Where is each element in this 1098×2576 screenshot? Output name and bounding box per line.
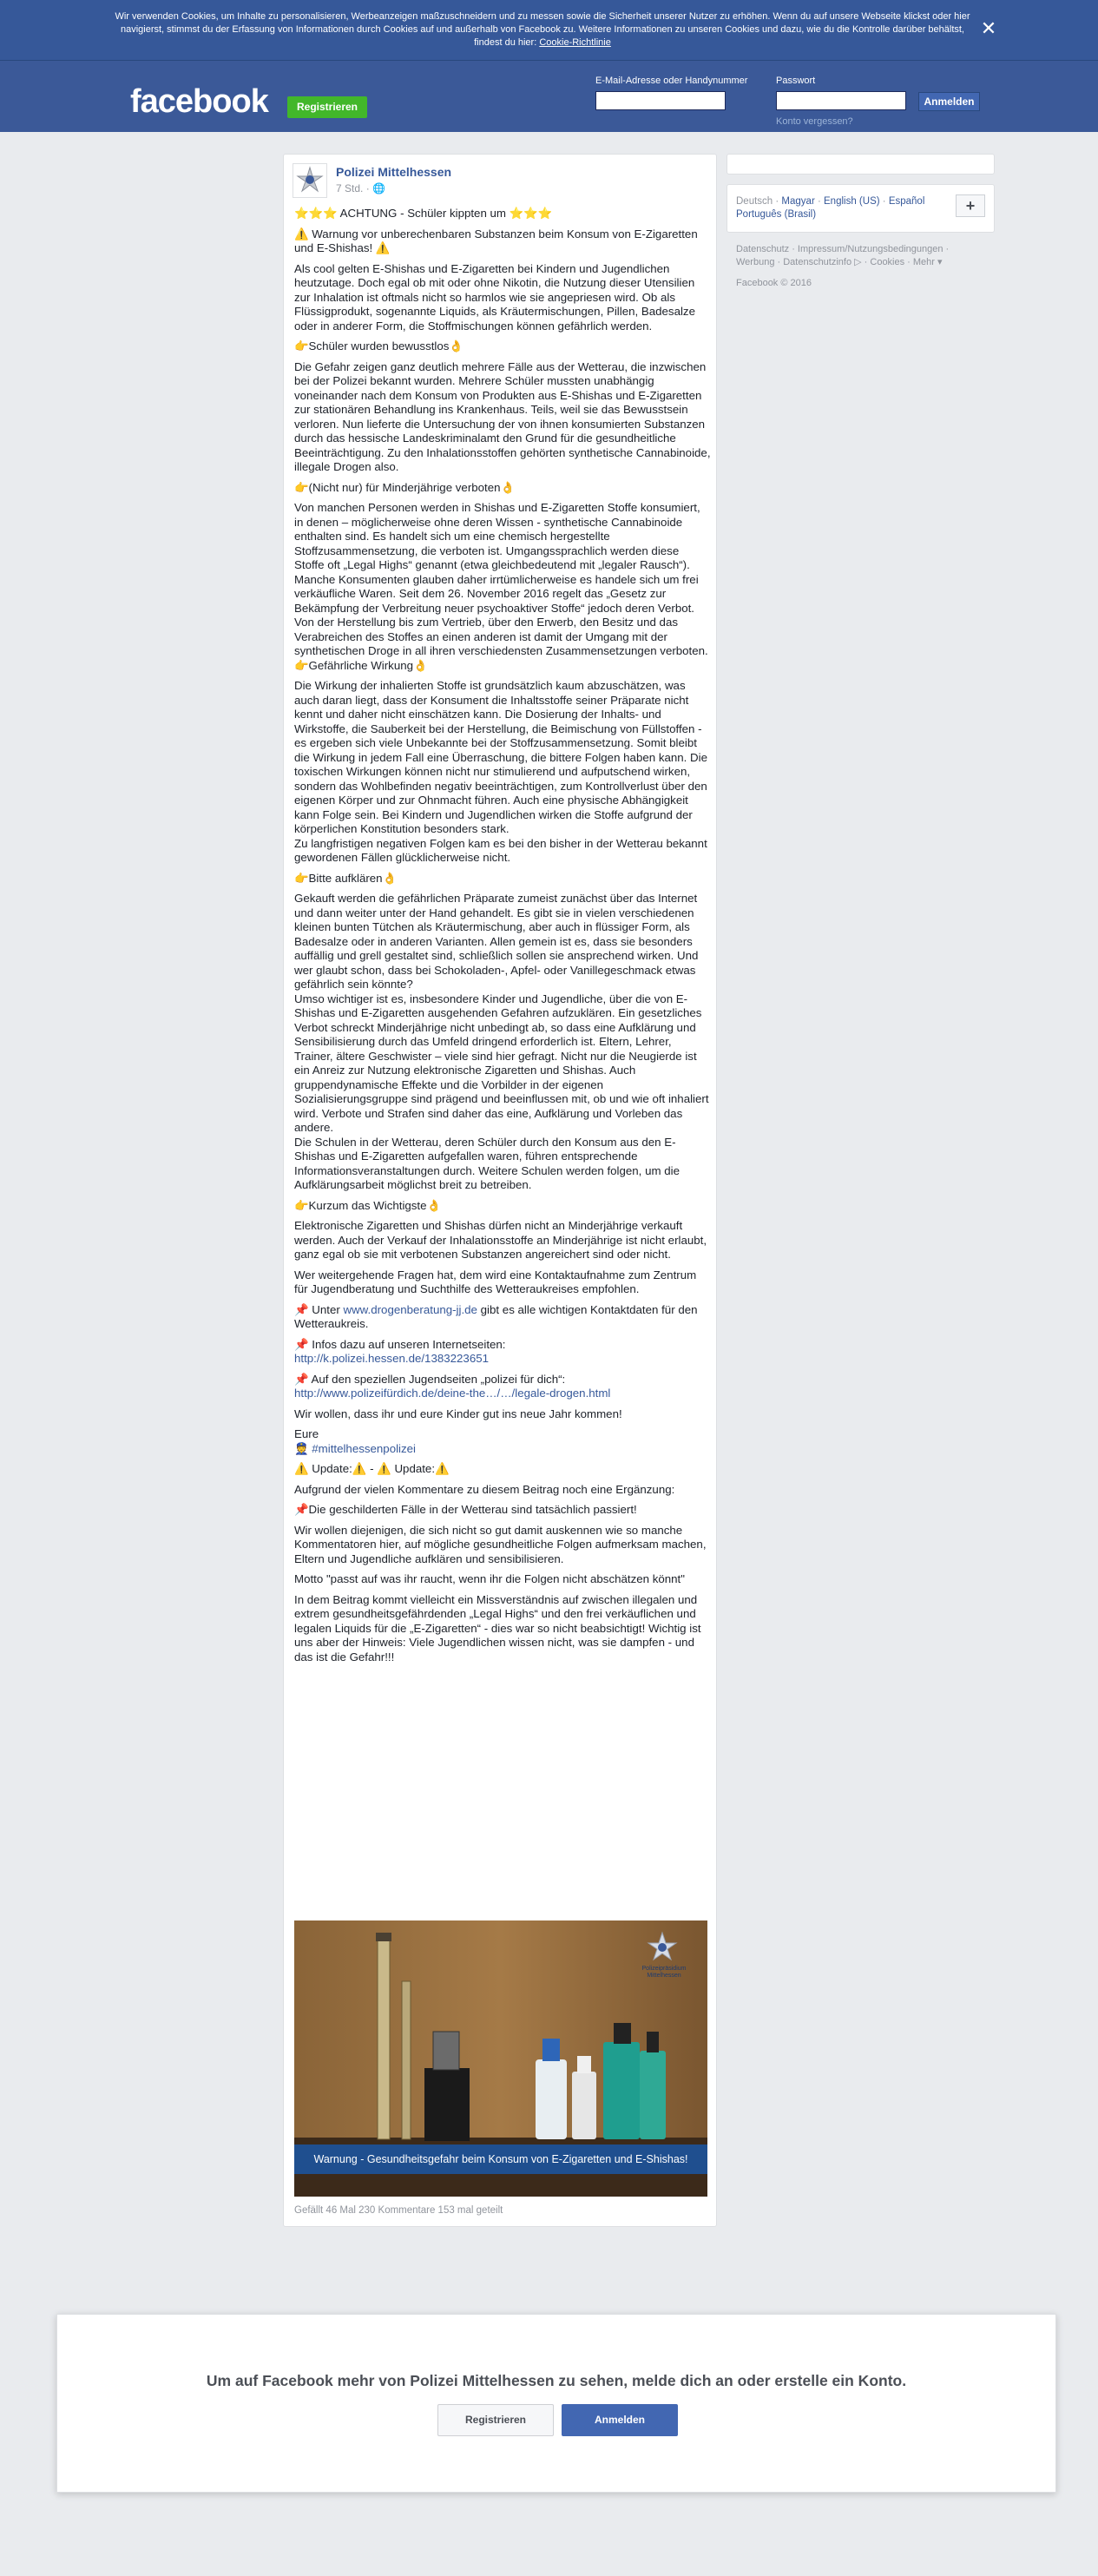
post-paragraph: Als cool gelten E-Shishas und E-Zigaretten bei Kindern und Jugendlichen heutzutage. Doch egal ob mit oder ohne Nikotin, die Nutzung dieser Utensilien zur Inhalation ist oftmals nicht so harmlos wie sie angepriesen wird. Ob als Flüssigprodukt, sogenannte Liquids, als Kräutermischungen, Pillen, Badesalze oder in anderer Form, die Stoffmischungen können gefährlich werden. (294, 261, 695, 333)
forgot-account-link[interactable]: Konto vergessen? (776, 116, 853, 127)
section-heading: 👉Schüler wurden bewusstlos👌 (294, 339, 464, 352)
photo-caption: Warnung - Gesundheitsgefahr beim Konsum von E-Zigaretten und E-Shishas! (313, 2153, 688, 2165)
close-icon[interactable]: ✕ (980, 17, 997, 39)
language-link[interactable]: Magyar (781, 196, 815, 207)
email-field[interactable] (595, 91, 726, 110)
cookie-policy-link[interactable]: Cookie-Richtlinie (539, 37, 611, 48)
section-heading: 👉Bitte aufklären👌 (294, 871, 398, 885)
post-paragraph: Wir wollen diejenigen, die sich nicht so gut damit auskennen wie so manche Kommentatoren hier, auf mögliche gesundheitliche Folgen aufmerksam machen, Eltern und Jugendliche aufklären und sensibilisieren. (294, 1523, 707, 1565)
tip-text: 📌 Unter (294, 1302, 344, 1316)
tip-line (294, 1373, 711, 1401)
hashtag-link[interactable]: #mittelhessenpolizei (312, 1441, 417, 1455)
post-paragraph: In dem Beitrag kommt vielleicht ein Missverständnis auf zwischen illegalen und extrem gesundheitsgefährdenden „Legal Highs“ und den frei verkäuflichen und legalen Liquids für die „E-Zigaretten“ - dies war so nicht beabsichtigt! Wichtig ist uns aber der Hinweis: Viele Jugendlichen wissen nicht, was sie dampfen - und das ist die Gefahr!!! (294, 1592, 701, 1664)
copyright: Facebook © 2016 (736, 278, 812, 288)
post-paragraph: Von manchen Personen werden in Shishas und E-Zigaretten Stoffe konsumiert, in denen – möglicherweise ohne deren Wissen - synthetische Cannabinoide enthalten sind. Es handelt sich um eine chemisch hergestellte Stoffzusammensetzung, die verboten ist. Umgangssprachlich werden diese Stoffe oft „Legal Highs“ genannt (etwa gleichbedeutend mit „legaler Rausch“). Manche Konsumenten glauben daher irrtümlicherweise es handele sich um frei verkäufliche Waren. Seit dem 26. November 2016 regelt das „Gesetz zur Bekämpfung der Verbreitung neuer psychoaktiver Stoffe“ jedoch deren Verbot. Von der Herstellung bis zum Vertrieb, über den Erwerb, den Besitz und das Verabreichen des Stoffes an einen anderen ist damit der Umgang mit der synthetischen Droge in all ihren verschiedensten Zusammensetzungen verboten. (294, 501, 708, 657)
post-paragraph: ⭐⭐⭐ ACHTUNG - Schüler kippten um ⭐⭐⭐ (294, 207, 553, 220)
language-current: Deutsch (736, 196, 773, 207)
post-paragraph: ⚠️ Warnung vor unberechenbaren Substanzen beim Konsum von E-Zigaretten und E-Shishas! ⚠️ (294, 227, 698, 254)
police-star-icon (295, 166, 325, 195)
update-heading: ⚠️ Update:⚠️ - ⚠️ Update:⚠️ (294, 1462, 450, 1475)
post-paragraph: Elektronische Zigaretten und Shishas dürfen nicht an Minderjährige verkauft werden. Auch der Verkauf der Inhalationsstoffe an Minderjährige ist nicht erlaubt, ganz egal ob sie mit verbotenen Substanzen angereichert sind oder nicht. (294, 1219, 707, 1261)
tip-text: 📌 Auf den speziellen Jugendseiten „polizei für dich“: (294, 1372, 566, 1386)
bottom-register-button[interactable]: Registrieren (437, 2404, 554, 2436)
post-header (293, 163, 709, 207)
post-paragraph: Wir wollen, dass ihr und eure Kinder gut ins neue Jahr kommen! (294, 1407, 622, 1420)
post-paragraph: Wer weitergehende Fragen hat, dem wird eine Kontaktaufnahme zum Zentrum für Jugendberatung und Suchthilfe des Wetteraukreises empfohlen. (294, 1268, 697, 1295)
post-paragraph: Motto "passt auf was ihr raucht, wenn ihr die Folgen nicht abschätzen könnt" (294, 1572, 685, 1585)
post-paragraph: Umso wichtiger ist es, insbesondere Kinder und Jugendliche, über die von E-Shishas und E-Zigaretten ausgehenden Gefahren aufzuklären. Ein gesetzliches Verbot schreckt Minderjährige nicht unbedingt ab, so dass eine Aufklärung und Sensibilisierung durch das Umfeld dringend erforderlich ist. Eltern, Lehrer, Trainer, ältere Geschwister – viele sind hier gefragt. Nicht nur die Neugierde ist ein Anreiz zur Nutzung elektronische Zigaretten und Shishas. Auch gruppendynamische Effekte und die Vorbilder in der eigenen Sozialisierungsgruppe sind prägend und beeinflussen mit, ob und wie oft inhaliert wird. Verbote und Strafen sind daher das eine, Aufklärung und Vorleben das andere. (294, 992, 709, 1134)
tip-text: 📌 Infos dazu auf unseren Internetseiten: (294, 1337, 506, 1351)
polizei-hessen-link[interactable]: http://k.polizei.hessen.de/1383223651 (294, 1352, 490, 1365)
photo-watermark: Polizeipräsidium Mittelhessen (641, 1966, 687, 1979)
post-paragraph: Die Gefahr zeigen ganz deutlich mehrere Fälle aus der Wetterau, die inzwischen bei der Polizei bekannt wurden. Mehrere Schüler mussten unabhängig voneinander nach dem Konsum von Produkten aus E-Shishas und E-Zigaretten zur stationären Behandlung ins Krankenhaus. Teils, weil sie das Bewusstsein verloren. Nun lieferte die Untersuchung der von ihnen konsumierten Substanzen durch das hessische Landeskriminalamt den Grund für die gesundheitliche Beeinträchtigung. Zu den Inhalationsstoffen gehörten synthetische Cannabinoide, illegale Drogen also. (294, 359, 711, 473)
page-name-link[interactable]: Polizei Mittelhessen (336, 165, 452, 179)
post-paragraph: Aufgrund der vielen Kommentare zu diesem Beitrag noch eine Ergänzung: (294, 1482, 675, 1496)
language-link[interactable]: English (US) (824, 196, 880, 207)
post-stats[interactable]: Gefällt 46 Mal 230 Kommentare 153 mal geteilt (294, 2205, 503, 2216)
more-languages-button[interactable]: + (956, 194, 985, 217)
section-heading: 👉Gefährliche Wirkung👌 (294, 658, 428, 672)
section-heading: 👉(Nicht nur) für Minderjährige verboten👌 (294, 480, 516, 494)
post-paragraph: Gekauft werden die gefährlichen Präparate zumeist zunächst über das Internet und dann weiter unter der Hand gehandelt. Es gibt sie in vielen verschiedenen kleinen bunten Tütchen als Kräutermischung, aber auch in flüssiger Form, als Badesalze oder in anderen Varianten. Allen gemein ist es, dass sie besonders auffällig und grell gestaltet sind, schließlich sollen sie ansprechend wirken. Und wer glaubt schon, dass bei Schokoladen-, Apfel- oder Vanillegeschmack etwas gefährlich sein könnte? (294, 892, 699, 991)
login-prompt-bar (56, 2314, 1056, 2493)
post-text (294, 207, 711, 1670)
language-link[interactable]: Español (888, 196, 925, 207)
cookie-banner (0, 0, 1098, 61)
cookie-text (113, 10, 972, 49)
register-button[interactable]: Registrieren (287, 96, 367, 118)
section-heading: 👉Kurzum das Wichtigste👌 (294, 1198, 442, 1212)
password-label: Passwort (776, 76, 816, 86)
language-link[interactable]: Português (Brasil) (736, 209, 817, 220)
top-navbar (0, 61, 1098, 132)
language-list: Deutsch · Magyar · English (US) · Español Português (Brasil) (736, 196, 925, 220)
hashtag-line (294, 1442, 711, 1457)
post-paragraph: Eure (294, 1427, 319, 1440)
post-timestamp[interactable]: 7 Std. · 🌐 (336, 182, 385, 194)
right-search-box[interactable] (727, 154, 995, 175)
post-paragraph: Die Wirkung der inhalierten Stoffe ist grundsätzlich kaum abzuschätzen, was auch daran liegt, dass der Konsument die Inhaltsstoffe seiner Präparate nicht kennt und daher nicht einschätzen kann. Die Dosierung der Inhalts- und Wirkstoffe, die Sauberkeit bei der Herstellung, die Beimischung von Füllstoffen - es ergeben sich viele Unbekannte bei der Stoffzusammensetzung. Somit bleibt die Wirkung in jedem Fall eine Überraschung, die bittere Folgen haben kann. Die toxischen Wirkungen können nicht nur stimulierend und aufputschend wirken, sondern das Wohlbefinden negativ beeinträchtigen, zum Kontrollverlust über den eigenen Körper und zur Ohnmacht führen. Auch eine physische Abhängigkeit kann Folge sein. Bei Kindern und Jugendlichen wirken die Stoffe aufgrund der körperlichen Konstitution besonders stark. (294, 679, 708, 835)
post-card (283, 154, 717, 2227)
tip-line (294, 1338, 711, 1367)
polizeifuerdich-link[interactable]: http://www.polizeifürdich.de/deine-the…/…/legale-drogen.html (294, 1387, 611, 1400)
footer-links[interactable]: Datenschutz · Impressum/Nutzungsbedingungen · Werbung · Datenschutzinfo ▷ · Cookies · Mehr ▾ (736, 244, 950, 267)
post-paragraph: Die Schulen in der Wetterau, deren Schüler durch den Konsum aus den E-Shishas und E-Zigaretten aufgefallen waren, führen entsprechende Informationsveranstaltungen durch. Weitere Schulen werden folgen, um die Aufklärungsarbeit möglichst breit zu betreiben. (294, 1135, 680, 1191)
avatar[interactable] (293, 163, 327, 198)
bottom-login-button[interactable]: Anmelden (562, 2404, 678, 2436)
post-paragraph: Zu langfristigen negativen Folgen kam es bei den bisher in der Wetterau bekannt gewordenen Fällen glücklicherweise nicht. (294, 836, 707, 864)
email-label: E-Mail-Adresse oder Handynummer (595, 76, 748, 86)
password-field[interactable] (776, 91, 906, 110)
police-emoji-icon: 👮 (294, 1441, 309, 1455)
login-prompt-title: Um auf Facebook mehr von Polizei Mittelhessen zu sehen, melde dich an oder erstelle ein Konto. (206, 2372, 907, 2389)
tip-text: gibt es alle wichtigen Kontaktdaten für den Wetteraukreis. (294, 1302, 698, 1330)
cookie-message: Wir verwenden Cookies, um Inhalte zu personalisieren, Werbeanzeigen maßzuschneidern und zu messen sowie die Sicherheit unserer Nutzer zu erhöhen. Wenn du auf unsere Webseite klickst oder hier navigierst, stimmst du der Erfassung von Informationen durch Cookies auf und außerhalb von Facebook zu. Weitere Informationen zu unseren Cookies und dazu, wie du die Kontrolle darüber behältst, findest du hier: (115, 11, 970, 48)
login-button[interactable]: Anmelden (918, 92, 980, 111)
drogenberatung-link[interactable]: www.drogenberatung-jj.de (343, 1302, 477, 1316)
post-paragraph: 📌Die geschilderten Fälle in der Wetterau sind tatsächlich passiert! (294, 1503, 637, 1516)
photo-caption-bar (294, 2144, 707, 2174)
tip-line (294, 1303, 711, 1332)
post-photo[interactable] (294, 1920, 707, 2197)
facebook-logo[interactable]: facebook (130, 83, 268, 120)
